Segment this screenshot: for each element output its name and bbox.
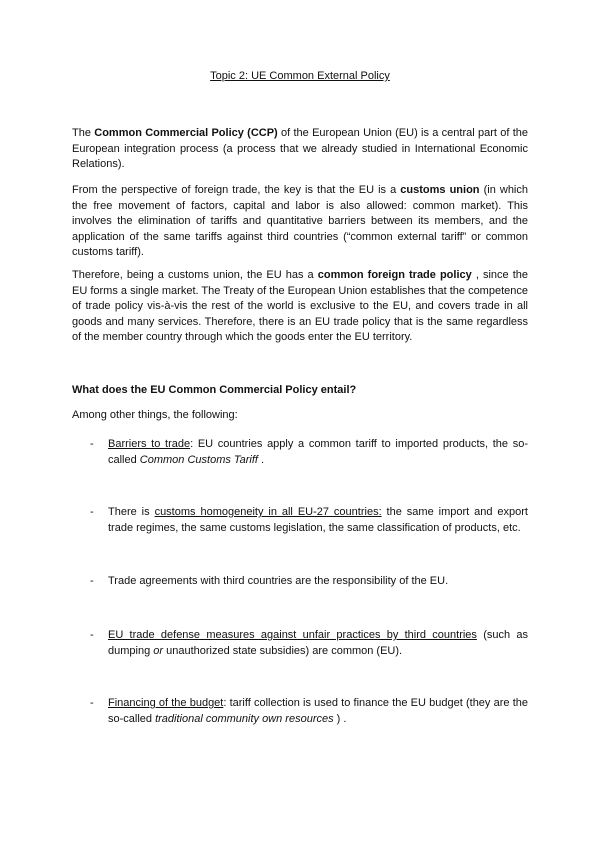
bullet-dash: -: [90, 506, 94, 518]
text: of the European Union (EU) is a central part of the European integration process (a process that we already studied in International Economic Relations).: [72, 127, 528, 170]
list-item-customs-homogeneity: [90, 504, 528, 536]
text: Therefore, being a customs union, the EU has a: [72, 269, 318, 281]
italic-term: traditional community own resources: [155, 713, 334, 725]
bullet-dash: -: [90, 697, 94, 709]
list-item-trade-agreements: [90, 573, 528, 589]
text: the same import and export trade regimes, the same customs legislation, the same classification of products, etc.: [108, 506, 528, 534]
text: : tariff collection is used to finance the EU budget (they are the so-called: [108, 697, 528, 725]
text: There is: [108, 506, 155, 518]
text: The: [72, 127, 95, 139]
underlined-term: customs homogeneity in all EU-27 countries:: [154, 506, 382, 518]
bullet-dash: -: [90, 575, 94, 587]
list-item-barriers: [90, 436, 528, 468]
text: ) .: [333, 713, 347, 725]
text: unauthorized state subsidies) are common (EU).: [163, 645, 403, 657]
text: : EU countries apply a common tariff to imported products, the so-called: [108, 438, 528, 466]
text: , since the EU forms a single market. The Treaty of the European Union establishes that the competence of trade policy vis-à-vis the rest of the world is exclusive to the EU, and covers trade in all goods and many services. Therefore, there is an EU trade policy that is the same regardless of the member country through which the goods enter the EU territory.: [72, 269, 528, 343]
paragraph-ccp-intro: [72, 126, 528, 173]
italic-term: Common Customs Tariff: [139, 454, 258, 466]
underlined-term: EU trade defense measures against unfair practices by third countries: [108, 629, 477, 641]
text: (in which the free movement of factors, capital and labor is also allowed: common market). This involves the elimination of tariffs and quantitative barriers between its members, and the application of the same tariffs against third countries (“common external tariff” or common customs tariff).: [72, 184, 528, 258]
bold-term-foreign-trade-policy: common foreign trade policy: [317, 269, 472, 281]
list-item-trade-defense: [90, 627, 528, 659]
text: From the perspective of foreign trade, the key is that the EU is a: [72, 184, 401, 196]
paragraph-foreign-trade-policy: [72, 268, 528, 346]
section-heading: What does the EU Common Commercial Policy entail?: [72, 384, 357, 396]
text: .: [257, 454, 265, 466]
underlined-term: Barriers to trade: [108, 438, 191, 450]
bullet-dash: -: [90, 629, 94, 641]
underlined-term: Financing of the budget: [108, 697, 224, 709]
page-title: Topic 2: UE Common External Policy: [210, 70, 390, 82]
paragraph-customs-union: [72, 183, 528, 261]
list-item-budget-financing: [90, 695, 528, 727]
bold-term-ccp: Common Commercial Policy (CCP): [94, 127, 278, 139]
bold-term-customs-union: customs union: [400, 184, 480, 196]
text: Trade agreements with third countries are the responsibility of the EU.: [108, 575, 449, 587]
list-intro: Among other things, the following:: [72, 409, 238, 421]
text: (such as dumping: [108, 629, 528, 657]
italic-term: or: [153, 645, 164, 657]
bullet-dash: -: [90, 438, 94, 450]
